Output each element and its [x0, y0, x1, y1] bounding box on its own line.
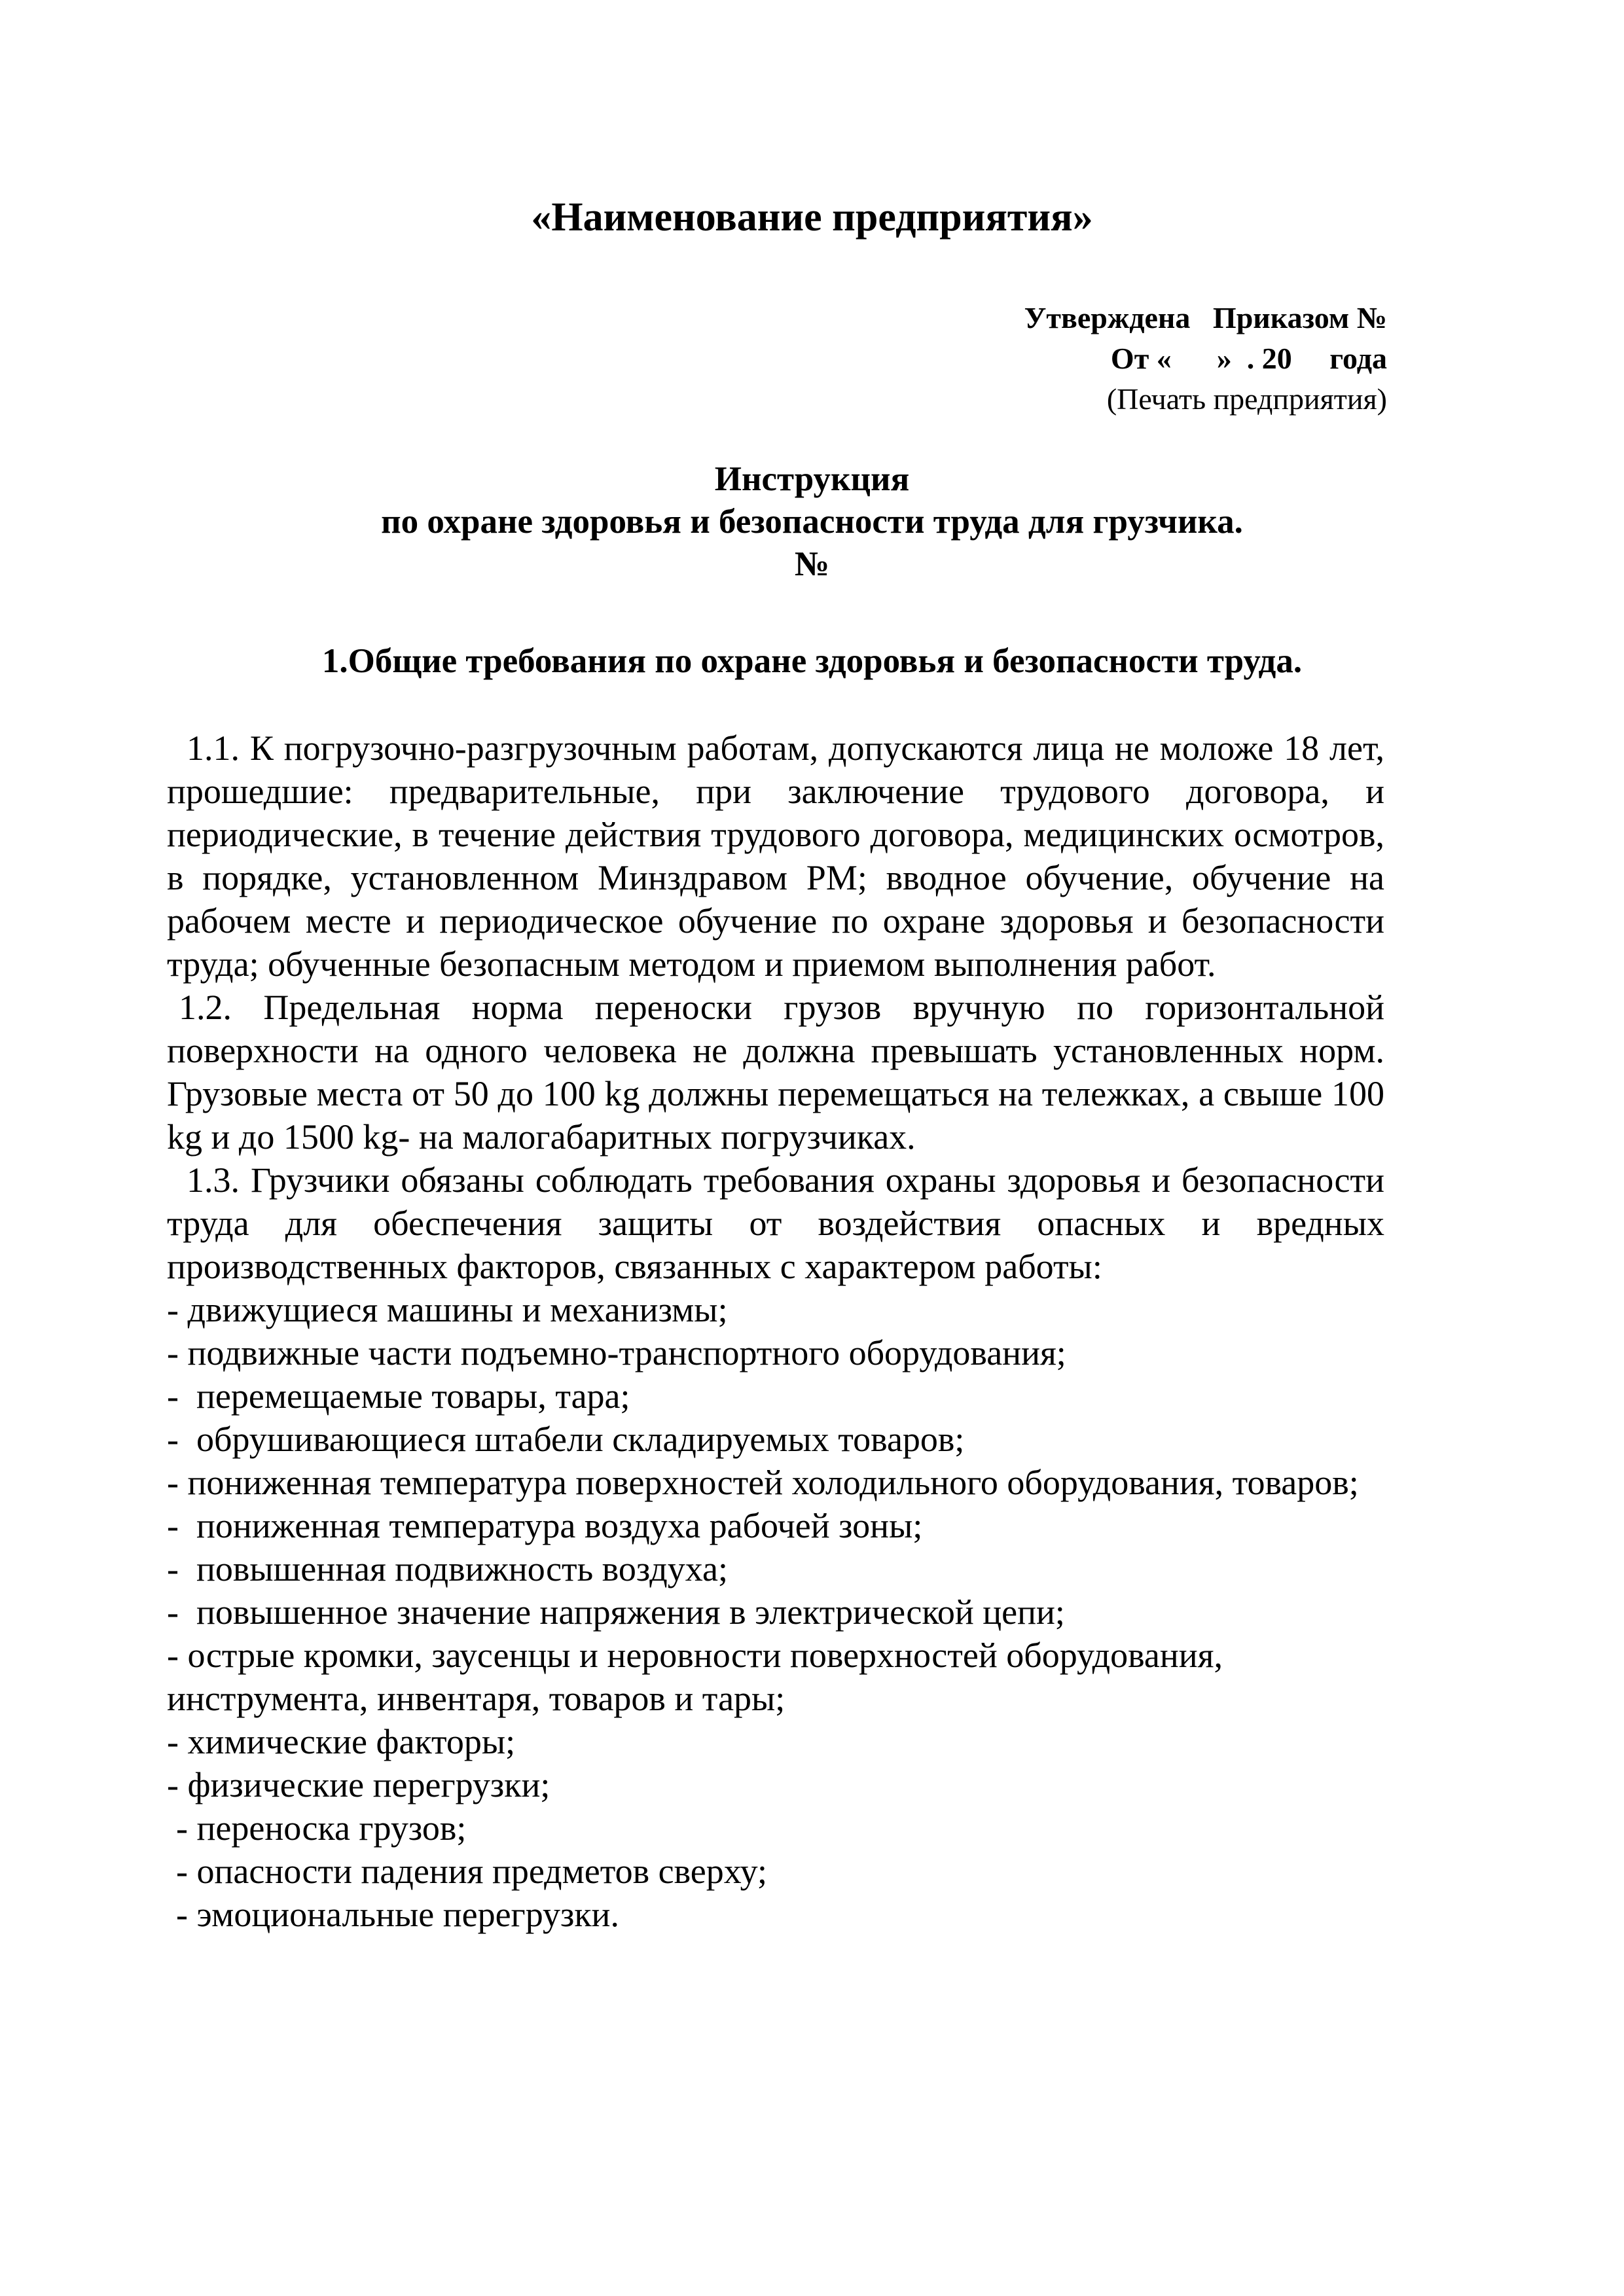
list-item: - острые кромки, заусенцы и неровности поверхностей оборудования, инструмента, инвентаря, товаров и тары; — [167, 1636, 1232, 1718]
list-item: - перемещаемые товары, тара; — [167, 1376, 630, 1416]
list-item: - опасности падения предметов сверху; — [176, 1852, 767, 1891]
list-item: - химические факторы; — [167, 1722, 516, 1761]
list-item: - повышенное значение напряжения в электрической цепи; — [167, 1592, 1065, 1632]
list-item: - физические перегрузки; — [167, 1765, 550, 1804]
hazard-factors-list — [167, 1288, 1384, 1936]
list-item: - подвижные части подъемно-транспортного оборудования; — [167, 1333, 1066, 1372]
paragraph-1-3: 1.3. Грузчики обязаны соблюдать требования охраны здоровья и безопасности труда для обеспечения защиты от воздействия опасных и вредных производственных факторов, связанных с характером работы: — [167, 1160, 1384, 1286]
document-title — [0, 458, 1624, 586]
approval-stamp-line: (Печать предприятия) — [1106, 382, 1387, 416]
approval-block — [1024, 298, 1387, 420]
title-line-subject: по охране здоровья и безопасности труда для грузчика. — [381, 503, 1243, 541]
approval-order-line: Утверждена Приказом № — [1024, 301, 1387, 334]
title-line-number: № — [794, 545, 830, 583]
section-1-body — [167, 726, 1384, 1936]
list-item: - пониженная температура воздуха рабочей зоны; — [167, 1506, 923, 1545]
title-line-instruction: Инструкция — [714, 460, 910, 498]
organization-name: «Наименование предприятия» — [531, 195, 1093, 240]
list-item: - обрушивающиеся штабели складируемых товаров; — [167, 1420, 965, 1459]
section-1-heading: 1.Общие требования по охране здоровья и безопасности труда. — [321, 642, 1303, 680]
list-item: - эмоциональные перегрузки. — [176, 1895, 619, 1934]
approval-date-line: От « » . 20 года — [1110, 342, 1387, 375]
list-item: - движущиеся машины и механизмы; — [167, 1290, 728, 1329]
list-item: - переноска грузов; — [176, 1808, 467, 1848]
list-item: - пониженная температура поверхностей холодильного оборудования, товаров; — [167, 1463, 1359, 1502]
paragraph-1-2: 1.2. Предельная норма переноски грузов вручную по горизонтальной поверхности на одного человека не должна превышать установленных норм. Грузовые места от 50 до 100 kg должны перемещаться на тележках, а свыше 100 kg и до 1500 kg- на малогабаритных погрузчиках. — [167, 988, 1384, 1157]
list-item: - повышенная подвижность воздуха; — [167, 1549, 728, 1588]
paragraph-1-1: 1.1. К погрузочно-разгрузочным работам, допускаются лица не моложе 18 лет, прошедшие: предварительные, при заключение трудового договора, и периодические, в течение действия трудового договора, медицинских осмотров, в порядке, установленном Минздравом РМ; вводное обучение, обучение на рабочем месте и периодическое обучение по охране здоровья и безопасности труда; обученные безопасным методом и приемом выполнения работ. — [167, 728, 1384, 984]
